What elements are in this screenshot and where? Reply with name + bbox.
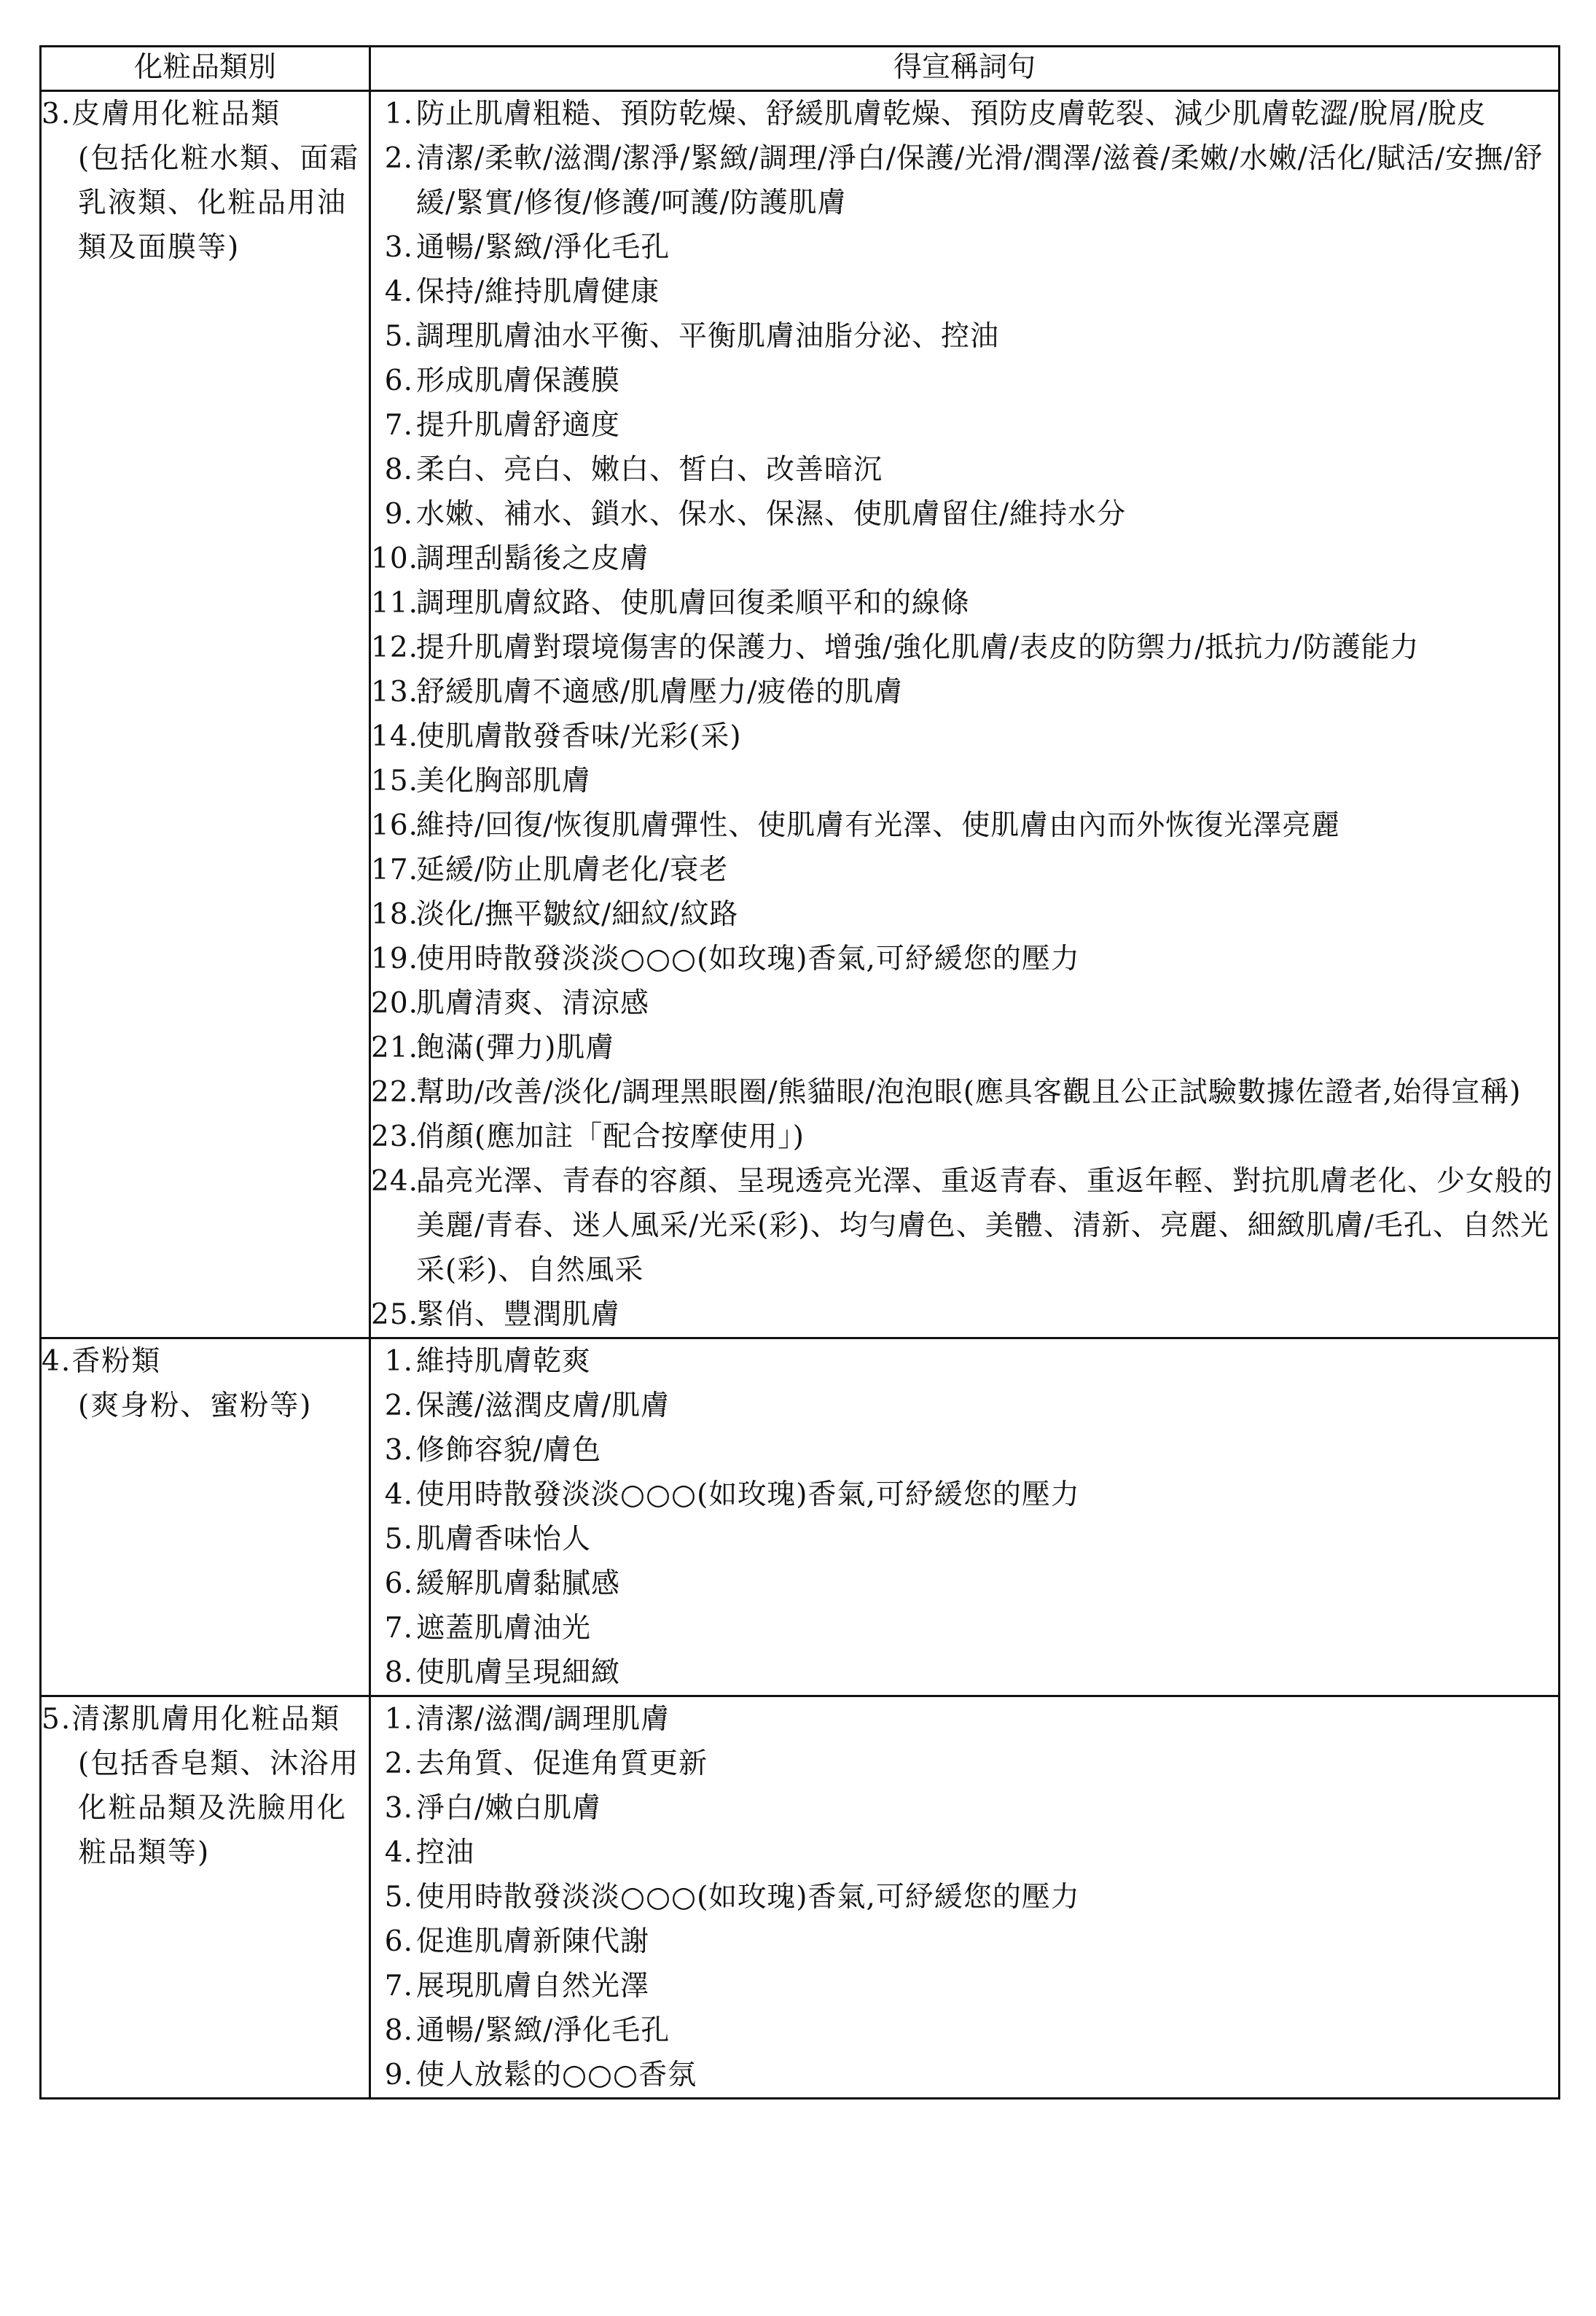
- claim-text: 調理肌膚油水平衡、平衡肌膚油脂分泌、控油: [416, 320, 1000, 353]
- claim-text: 修飾容貌/膚色: [416, 1434, 602, 1467]
- list-item: [371, 1026, 1558, 1070]
- list-item: [371, 1561, 1558, 1606]
- claim-number: 5.: [384, 1523, 413, 1556]
- claim-number: 1.: [384, 98, 413, 130]
- category-cell: [41, 1696, 370, 2099]
- list-item: [371, 1159, 1558, 1292]
- list-item: [371, 625, 1558, 670]
- list-item: [371, 937, 1558, 981]
- claim-number: 12.: [371, 631, 419, 664]
- category-cell: [41, 91, 370, 1338]
- list-item: [371, 1517, 1558, 1561]
- list-item: [371, 136, 1558, 225]
- claim-number: 7.: [384, 1612, 413, 1645]
- list-item: [371, 1650, 1558, 1695]
- claim-number: 4.: [384, 276, 413, 308]
- list-item: [371, 1292, 1558, 1337]
- list-item: [371, 670, 1558, 714]
- claim-text: 提升肌膚舒適度: [416, 409, 621, 442]
- claim-text: 美化胸部肌膚: [416, 765, 592, 798]
- claim-number: 16.: [371, 809, 419, 842]
- claim-text: 使肌膚呈現細緻: [416, 1656, 621, 1689]
- category-subtitle: (爽身粉、蜜粉等): [78, 1389, 313, 1422]
- claim-text: 控油: [416, 1836, 475, 1869]
- list-item: [371, 2053, 1558, 2097]
- category-subtitle: (包括化粧水類、面霜乳液類、化粧品用油類及面膜等): [78, 142, 360, 264]
- table-row: [41, 1338, 1560, 1696]
- table-body: [41, 91, 1560, 2099]
- claim-number: 3.: [384, 1792, 413, 1825]
- list-item: [371, 2008, 1558, 2053]
- table-row: [41, 91, 1560, 1338]
- claim-text: 調理肌膚紋路、使肌膚回復柔順平和的線條: [416, 587, 971, 620]
- list-item: [371, 270, 1558, 314]
- category-title: 5.清潔肌膚用化粧品類: [42, 1703, 341, 1736]
- claim-text: 柔白、亮白、嫩白、皙白、改善暗沉: [416, 453, 883, 486]
- claim-text: 水嫩、補水、鎖水、保水、保濕、使肌膚留住/維持水分: [416, 498, 1127, 531]
- list-item: [371, 1339, 1558, 1384]
- table-row: [41, 1696, 1560, 2099]
- claim-text: 防止肌膚粗糙、預防乾燥、舒緩肌膚乾燥、預防皮膚乾裂、減少肌膚乾澀/脫屑/脫皮: [416, 98, 1487, 130]
- claim-text: 延緩/防止肌膚老化/衰老: [416, 854, 729, 886]
- list-item: [371, 1697, 1558, 1742]
- claim-number: 15.: [371, 765, 419, 798]
- list-item: [371, 759, 1558, 803]
- claim-list: [371, 92, 1558, 1337]
- list-item: [371, 1473, 1558, 1517]
- claim-number: 17.: [371, 854, 419, 886]
- claim-number: 1.: [384, 1703, 413, 1736]
- claim-number: 7.: [384, 1970, 413, 2003]
- claim-number: 6.: [384, 364, 413, 397]
- claim-text: 使肌膚散發香味/光彩(采): [416, 720, 742, 753]
- claim-number: 25.: [371, 1298, 419, 1331]
- claim-text: 保持/維持肌膚健康: [416, 276, 660, 308]
- category-title: 3.皮膚用化粧品類: [42, 98, 281, 130]
- claim-number: 24.: [371, 1165, 419, 1198]
- claim-number: 1.: [384, 1345, 413, 1378]
- claim-text: 清潔/柔軟/滋潤/潔淨/緊緻/調理/淨白/保護/光滑/潤澤/滋養/柔嫩/水嫩/活化/賦活/安撫/舒緩/緊實/修復/修護/呵護/防護肌膚: [416, 142, 1544, 219]
- list-item: [371, 1606, 1558, 1650]
- list-item: [371, 492, 1558, 537]
- claim-text: 俏顏(應加註「配合按摩使用」): [416, 1120, 805, 1153]
- claim-text: 展現肌膚自然光澤: [416, 1970, 650, 2003]
- list-item: [371, 1428, 1558, 1473]
- list-item: [371, 714, 1558, 759]
- claim-text: 淨白/嫩白肌膚: [416, 1792, 602, 1825]
- list-item: [371, 1070, 1558, 1115]
- list-item: [371, 1919, 1558, 1964]
- header-category: 化粧品類別: [41, 47, 370, 91]
- claim-list: [371, 1697, 1558, 2097]
- claim-number: 2.: [384, 142, 413, 175]
- list-item: [371, 92, 1558, 136]
- claim-text: 舒緩肌膚不適感/肌膚壓力/疲倦的肌膚: [416, 676, 904, 709]
- list-item: [371, 892, 1558, 937]
- claim-text: 淡化/撫平皺紋/細紋/紋路: [416, 898, 739, 931]
- claim-text: 飽滿(彈力)肌膚: [416, 1032, 615, 1064]
- claim-text: 使用時散發淡淡○○○(如玫瑰)香氣,可紓緩您的壓力: [416, 943, 1080, 975]
- claim-number: 8.: [384, 1656, 413, 1689]
- list-item: [371, 1742, 1558, 1786]
- claim-number: 8.: [384, 2014, 413, 2047]
- claim-number: 9.: [384, 498, 413, 531]
- claim-number: 21.: [371, 1032, 419, 1064]
- claim-number: 23.: [371, 1120, 419, 1153]
- category-subtitle: (包括香皂類、沐浴用化粧品類及洗臉用化粧品類等): [78, 1747, 360, 1869]
- list-item: [371, 1830, 1558, 1875]
- claims-cell: [370, 1338, 1560, 1696]
- list-item: [371, 1875, 1558, 1919]
- claim-text: 使用時散發淡淡○○○(如玫瑰)香氣,可紓緩您的壓力: [416, 1881, 1080, 1914]
- claim-number: 2.: [384, 1747, 413, 1780]
- list-item: [371, 803, 1558, 848]
- claim-number: 5.: [384, 1881, 413, 1914]
- claim-text: 保護/滋潤皮膚/肌膚: [416, 1389, 670, 1422]
- claim-number: 5.: [384, 320, 413, 353]
- claim-list: [371, 1339, 1558, 1695]
- claim-text: 肌膚香味怡人: [416, 1523, 592, 1556]
- claim-text: 提升肌膚對環境傷害的保護力、增強/強化肌膚/表皮的防禦力/抵抗力/防護能力: [416, 631, 1420, 664]
- claim-text: 清潔/滋潤/調理肌膚: [416, 1703, 670, 1736]
- claim-text: 緊俏、豐潤肌膚: [416, 1298, 621, 1331]
- header-claims: 得宣稱詞句: [370, 47, 1560, 91]
- claim-number: 3.: [384, 231, 413, 264]
- claim-text: 維持/回復/恢復肌膚彈性、使肌膚有光澤、使肌膚由內而外恢復光澤亮麗: [416, 809, 1341, 842]
- header-row: [41, 47, 1560, 91]
- claim-text: 緩解肌膚黏膩感: [416, 1567, 621, 1600]
- claim-number: 6.: [384, 1925, 413, 1958]
- list-item: [371, 537, 1558, 581]
- list-item: [371, 1384, 1558, 1428]
- category-title: 4.香粉類: [42, 1345, 162, 1378]
- list-item: [371, 314, 1558, 359]
- claim-number: 2.: [384, 1389, 413, 1422]
- claim-number: 13.: [371, 676, 419, 709]
- claim-number: 8.: [384, 453, 413, 486]
- claim-number: 7.: [384, 409, 413, 442]
- list-item: [371, 1964, 1558, 2008]
- claim-text: 促進肌膚新陳代謝: [416, 1925, 650, 1958]
- claim-number: 18.: [371, 898, 419, 931]
- claim-number: 4.: [384, 1836, 413, 1869]
- claim-text: 幫助/改善/淡化/調理黑眼圈/熊貓眼/泡泡眼(應具客觀且公正試驗數據佐證者,始得宣稱): [416, 1076, 1522, 1109]
- claims-cell: [370, 91, 1560, 1338]
- claim-text: 維持肌膚乾爽: [416, 1345, 592, 1378]
- claim-text: 通暢/緊緻/淨化毛孔: [416, 231, 670, 264]
- claim-number: 11.: [371, 587, 419, 620]
- claim-text: 調理刮鬍後之皮膚: [416, 542, 650, 575]
- claim-number: 10.: [371, 542, 419, 575]
- list-item: [371, 1786, 1558, 1830]
- claims-cell: [370, 1696, 1560, 2099]
- claim-text: 遮蓋肌膚油光: [416, 1612, 592, 1645]
- claim-number: 3.: [384, 1434, 413, 1467]
- claim-number: 4.: [384, 1478, 413, 1511]
- list-item: [371, 981, 1558, 1026]
- list-item: [371, 403, 1558, 448]
- list-item: [371, 848, 1558, 892]
- list-item: [371, 581, 1558, 625]
- list-item: [371, 225, 1558, 270]
- claim-text: 通暢/緊緻/淨化毛孔: [416, 2014, 670, 2047]
- list-item: [371, 448, 1558, 492]
- list-item: [371, 359, 1558, 403]
- claim-number: 6.: [384, 1567, 413, 1600]
- claim-text: 肌膚清爽、清涼感: [416, 987, 650, 1020]
- claim-number: 22.: [371, 1076, 419, 1109]
- claim-text: 使人放鬆的○○○香氛: [416, 2059, 697, 2091]
- claim-number: 9.: [384, 2059, 413, 2091]
- claim-text: 形成肌膚保護膜: [416, 364, 621, 397]
- claim-number: 20.: [371, 987, 419, 1020]
- claim-text: 去角質、促進角質更新: [416, 1747, 708, 1780]
- list-item: [371, 1115, 1558, 1159]
- category-cell: [41, 1338, 370, 1696]
- claim-number: 14.: [371, 720, 419, 753]
- cosmetic-claims-table: [39, 45, 1560, 2099]
- claim-text: 使用時散發淡淡○○○(如玫瑰)香氣,可紓緩您的壓力: [416, 1478, 1080, 1511]
- claim-text: 晶亮光澤、青春的容顏、呈現透亮光澤、重返青春、重返年輕、對抗肌膚老化、少女般的美麗/青春、迷人風采/光采(彩)、均勻膚色、美體、清新、亮麗、細緻肌膚/毛孔、自然光采(彩)、自然風采: [416, 1165, 1554, 1287]
- claim-number: 19.: [371, 943, 419, 975]
